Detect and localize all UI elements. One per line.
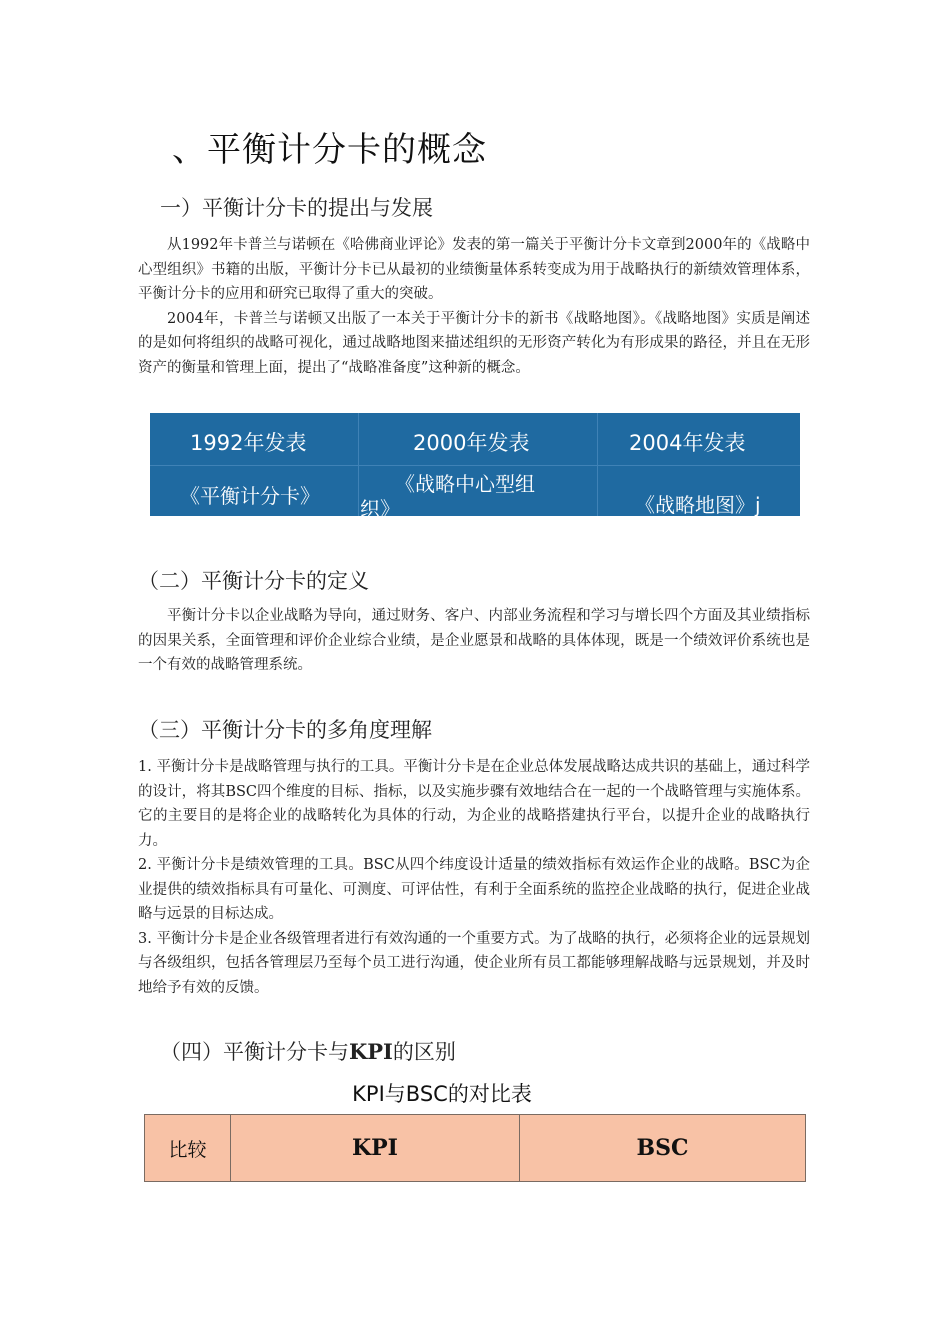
timeline-banner: [150, 413, 800, 521]
section-4-heading-pre: （四）平衡计分卡与: [160, 1040, 349, 1064]
list-item: 1. 平衡计分卡是战略管理与执行的工具。平衡计分卡是在企业总体发展战略达成共识的基础上，通过科学的设计，将其BSC四个维度的目标、指标，以及实施步骤有效地结合在一起的一个战略管理与实施体系。它的主要目的是将企业的战略转化为具体的行动，为企业的战略搭建执行平台，以提升企业的战略执行力。: [138, 759, 810, 849]
timeline-book-strategy-focused-line-1: 《战略中心型组: [395, 472, 535, 496]
section-1-paragraph-1: 从1992年卡普兰与诺顿在《哈佛商业评论》发表的第一篇关于平衡计分卡文章到2000年的《战略中心型组织》书籍的出版，平衡计分卡已从最初的业绩衡量体系转变成为用于战略执行的新绩效管理体系，平衡计分卡的应用和研究已取得了重大的突破。: [138, 237, 810, 302]
section-2-body: [138, 604, 810, 678]
timeline-year-1992: 1992年发表: [190, 431, 307, 455]
comparison-table: [144, 1114, 806, 1182]
timeline-book-strategy-focused-line-2: 织》: [360, 497, 400, 521]
timeline-divider-horizontal: [150, 465, 800, 466]
timeline-year-2000: 2000年发表: [413, 431, 530, 455]
list-item: 2. 平衡计分卡是绩效管理的工具。BSC从四个纬度设计适量的绩效指标有效运作企业的战略。BSC为企业提供的绩效指标具有可量化、可测度、可评估性，有利于全面系统的监控企业战略的执行，促进企业战略与远景的目标达成。: [138, 857, 810, 922]
list-item: 3. 平衡计分卡是企业各级管理者进行有效沟通的一个重要方式。为了战略的执行，必须将企业的远景规划与各级组织，包括各管理层乃至每个员工进行沟通，使企业所有员工都能够理解战略与远景规划，并及时地给予有效的反馈。: [138, 930, 810, 996]
section-3-heading: （三）平衡计分卡的多角度理解: [138, 718, 432, 742]
page-title: 、平衡计分卡的概念: [172, 130, 487, 170]
section-2-paragraph: 平衡计分卡以企业战略为导向，通过财务、客户、内部业务流程和学习与增长四个方面及其业绩指标的因果关系，全面管理和评价企业综合业绩，是企业愿景和战略的具体体现，既是一个绩效评价系统也是一个有效的战略管理系统。: [138, 608, 810, 673]
section-2-heading: （二）平衡计分卡的定义: [138, 569, 369, 593]
section-1-heading: 一）平衡计分卡的提出与发展: [160, 196, 433, 220]
timeline-book-strategy-maps: 《战略地图》j: [635, 493, 761, 517]
section-1-paragraph-2: 2004年，卡普兰与诺顿又出版了一本关于平衡计分卡的新书《战略地图》。《战略地图》实质是阐述的是如何将组织的战略可视化，通过战略地图来描述组织的无形资产转化为有形成果的路径，并且在无形资产的衡量和管理上面，提出了“战略准备度”这种新的概念。: [138, 310, 810, 376]
table-header-kpi: KPI: [231, 1115, 520, 1182]
timeline-divider: [358, 413, 359, 516]
section-3-list: [138, 755, 810, 1000]
section-4-heading-kpi: KPI: [349, 1039, 393, 1064]
table-header-compare: 比较: [145, 1115, 231, 1182]
timeline-book-bsc: 《平衡计分卡》: [180, 484, 320, 508]
section-4-heading-post: 的区别: [392, 1040, 456, 1064]
table-caption: KPI与BSC的对比表: [352, 1082, 532, 1106]
timeline-year-2004: 2004年发表: [629, 431, 746, 455]
section-4-heading: [160, 1036, 456, 1066]
timeline-divider: [597, 413, 598, 516]
table-header-bsc: BSC: [520, 1115, 806, 1182]
table-header-row: [145, 1115, 806, 1182]
section-1-body: [138, 233, 810, 380]
